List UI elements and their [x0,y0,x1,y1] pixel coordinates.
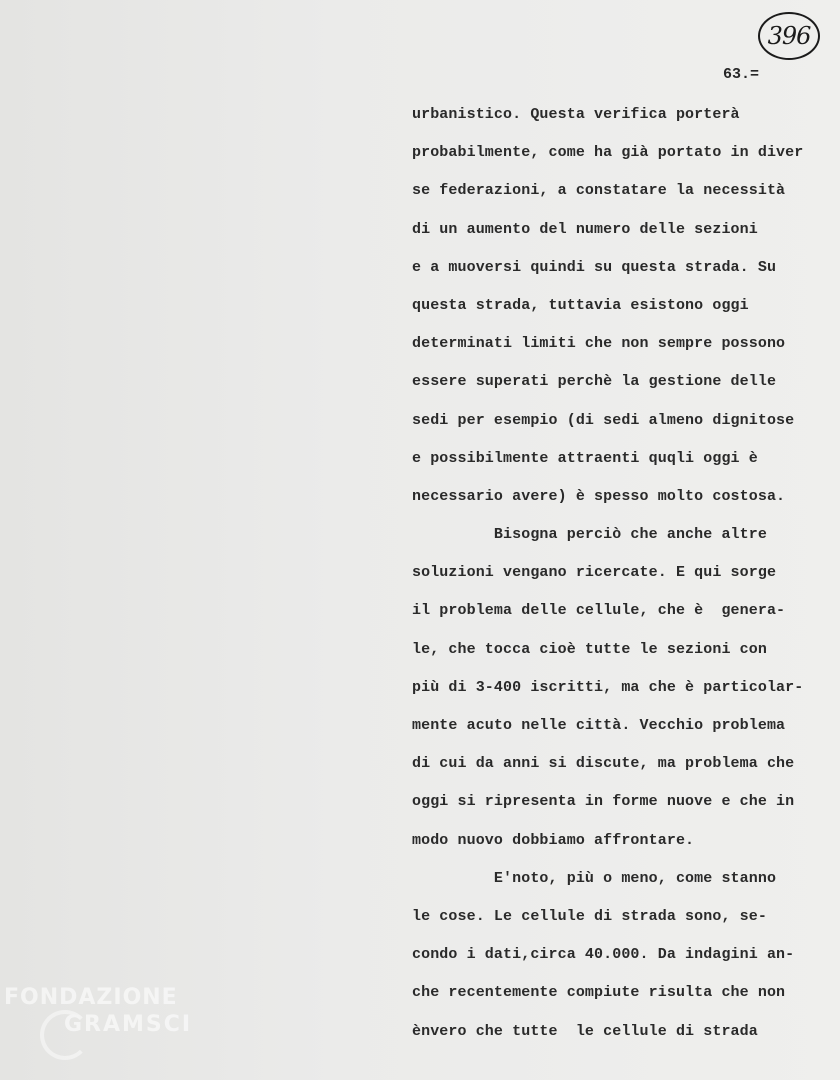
typed-text-block [412,100,836,1055]
page-number: 63.= [723,66,760,83]
text-line: che recentemente compiute risulta che non [412,984,786,1002]
text-line: urbanistico. Questa verifica porterà [412,106,740,123]
text-line: modo nuovo dobbiamo affrontare. [412,831,695,849]
text-line: mente acuto nelle città. Vecchio problema [412,717,786,734]
text-line: Bisogna perciò che anche altre [412,526,767,544]
text-line: e possibilmente attraenti quqli oggi è [412,449,758,467]
text-line: probabilmente, come ha già portato in diver [412,144,804,162]
text-line: più di 3-400 iscritti, ma che è particolar- [412,678,804,696]
text-line: soluzioni vengano ricercate. E qui sorge [412,564,777,582]
text-line: necessario avere) è spesso molto costosa. [412,487,786,505]
fondazione-gramsci-watermark [4,984,192,1038]
watermark-line-1: FONDAZIONE [4,985,178,1010]
text-line: determinati limiti che non sempre possono [412,335,786,353]
text-line: essere superati perchè la gestione delle [412,373,777,391]
text-line: sedi per esempio (di sedi almeno dignitose [412,411,795,429]
text-line: oggi si ripresenta in forme nuove e che in [412,793,795,811]
text-line: E'noto, più o meno, come stanno [412,869,777,887]
watermark-logo-icon [40,1010,90,1060]
text-line: le, che tocca cioè tutte le sezioni con [412,640,767,658]
text-line: il problema delle cellule, che è genera- [412,602,786,620]
text-line: ènvero che tutte le cellule di strada [412,1022,758,1040]
text-line: le cose. Le cellule di strada sono, se- [412,907,767,925]
text-line: se federazioni, a constatare la necessità [412,182,786,200]
text-line: questa strada, tuttavia esistono oggi [412,296,749,314]
text-line: condo i dati,circa 40.000. Da indagini an- [412,946,795,964]
watermark-line-2: GRAMSCI [64,1012,193,1037]
text-line: e a muoversi quindi su questa strada. Su [412,258,777,276]
text-line: di un aumento del numero delle sezioni [412,220,758,238]
archive-number-stamp: 396 [758,12,820,60]
text-line: di cui da anni si discute, ma problema che [412,755,795,773]
